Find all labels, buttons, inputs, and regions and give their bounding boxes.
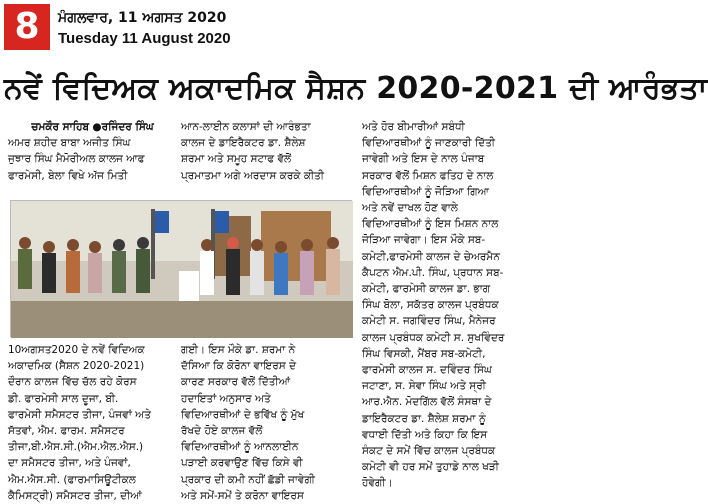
article-photo [10,200,352,337]
article-line: ਵਿਦਿਆਰਥੀਆਂ ਦੇ ਭਵਿੱਖ ਨੂੰ ਮੁੱਖ [181,408,305,421]
article-line: ਸਰਕਾਰ ਵੱਲੋਂ ਮਿਸ਼ਨ ਫਤਿਹ ਦੇ ਨਾਲ [362,169,494,182]
article-line: ਸਿੰਘ ਬੋਲਾ, ਸਕੱਤਰ ਕਾਲਜ ਪ੍ਰਬੰਧਕ [362,299,499,312]
article-line: ਕਮੇਟੀ ਸ. ਜਗਵਿੰਦਰ ਸਿੰਘ, ਮੈਨੇਜਰ [362,315,496,328]
article-line: ਫਾਰਮੇਸੀ, ਬੇਲਾ ਵਿਖੇ ਅੱਜ ਮਿਤੀ [8,169,128,182]
byline-place: ਚਮਕੌਰ ਸਾਹਿਬ [31,121,90,133]
article-line: ਸਿੰਘ ਵਿਸਕੀ, ਮੈਂਬਰ ਸਬ-ਕਮੇਟੀ, [362,347,486,360]
article-line: ਆਰ.ਐਨ. ਮੋਦਗਿੱਲ ਵੱਲੋਂ ਸੰਸਥਾ ਦੇ [362,396,492,409]
article-line: ਜਾਵੇਗੀ ਅਤੇ ਇਸ ਦੇ ਨਾਲ ਪੰਜਾਬ [362,153,485,166]
article-column-1-top [8,119,173,201]
article-line: ਸੰਕਟ ਦੇ ਸਮੇਂ ਵਿੱਚ ਕਾਲਜ ਪ੍ਰਬੰਧਕ [362,445,496,458]
article-line: ਦਾ ਸਮੈਸਟਰ ਤੀਜਾ, ਅਤੇ ਪੰਜਵਾਂ, [8,457,131,470]
article-line: ਫਾਰਮੇਸੀ ਕਾਲਜ ਸ. ਦਵਿੰਦਰ ਸਿੰਘ [362,364,492,377]
article-line: ਜੁਝਾਰ ਸਿੰਘ ਮੈਮੋਰੀਅਲ ਕਾਲਜ ਆਫ [8,153,145,166]
article-line: ਅਮਰ ਸ਼ਹੀਦ ਬਾਬਾ ਅਜੀਤ ਸਿੰਘ [8,137,131,150]
group-photo-image [11,201,353,338]
article-line: ਜੋੜਿਆ ਜਾਵੇਗਾ। ਇਸ ਮੌਕੇ ਸਬ- [362,234,486,247]
article-line: 10ਅਗਸਤ2020 ਦੇ ਨਵੇਂ ਵਿਦਿਅਕ [8,344,145,356]
article-line: ਕਾਰਣ ਸਰਕਾਰ ਵੱਲੋਂ ਦਿੱਤੀਆਂ [181,376,291,389]
article-line: ਪ੍ਰਮਾਤਮਾ ਅਗੇ ਅਰਦਾਸ ਕਰਕੇ ਕੀਤੀ [181,169,325,182]
article-line: ਕਾਲਜ ਦੇ ਡਾਇਰੈਕਟਰ ਡਾ. ਸ਼ੈਲੇਸ਼ [181,137,306,150]
article-line: ਗਈ। ਇਸ ਮੌਕੇ ਡਾ. ਸ਼ਰਮਾ ਨੇ [181,344,296,356]
byline-reporter: ਰਜਿੰਦਰ ਸਿੰਘ [101,121,154,133]
article-line: ਵਿਦਿਆਰਥੀਆਂ ਨੂੰ ਜਾਣਕਾਰੀ ਦਿੱਤੀ [362,137,496,150]
article-line: ਦੱਸਿਆ ਕਿ ਕੋਰੋਨਾ ਵਾਇਰਸ ਦੇ [181,360,297,373]
article-line: ਪੜਾਈ ਕਰਵਾਉਣ ਵਿੱਚ ਕਿਸੇ ਵੀ [181,457,303,470]
article-column-1-bottom [8,342,173,504]
date-punjabi: ਮੰਗਲਵਾਰ, 11 ਅਗਸਤ 2020 [58,10,227,26]
byline-bullet-icon: ● [92,121,102,133]
article-line: ਕਾਲਜ ਪ੍ਰਬੰਧਕ ਕਮੇਟੀ ਸ. ਸੁਖਵਿੰਦਰ [362,331,505,344]
article-line: ਕਮੇਟੀ,ਫਾਰਮੇਸੀ ਕਾਲਜ ਦੇ ਚੇਅਰਮੈਨ [362,250,500,263]
article-line: ਹੋਵੇਗੀ। [362,477,393,490]
article-line: ਕਮੇਟੀ ਵੀ ਹਰ ਸਮੇਂ ਤੁਹਾਡੇ ਨਾਲ ਖੜੀ [362,461,499,474]
article-column-3 [362,119,520,504]
article-line: ਫਾਰਮੇਸੀ ਸਮੈਸਟਰ ਤੀਜਾ, ਪੰਜਵਾਂ ਅਤੇ [8,408,151,421]
article-line: ਵਿਦਿਆਰਥੀਆਂ ਨੂੰ ਇਸ ਮਿਸ਼ਨ ਨਾਲ [362,218,499,231]
article-headline: ਨਵੇਂ ਵਿਦਿਅਕ ਅਕਾਦਮਿਕ ਸੈਸ਼ਨ 2020-2021 ਦੀ ਆਰੰਭਤਾ [4,71,708,106]
article-line: ਤੀਜਾ,ਬੀ.ਐਸ.ਸੀ.(ਐਮ.ਐਲ.ਐਸ.) [8,441,144,454]
article-line: ਹਦਾਇਤਾਂ ਅਨੁਸਾਰ ਅਤੇ [181,392,271,405]
article-line: ਰੱਖਦੇ ਹੋਏ ਕਾਲਜ ਵੱਲੋਂ [181,425,263,438]
article-line: ਅਤੇ ਸਮੇਂ-ਸਮੇਂ ਤੇ ਕਰੋਨਾ ਵਾਇਰਸ [181,489,304,502]
article-column-2-bottom [181,342,351,504]
article-line: ਕਮੇਟੀ, ਫਾਰਮੇਸੀ ਕਾਲਜ ਡਾ. ਭਾਗ [362,283,491,296]
article-line: ਐਮ.ਐਸ.ਸੀ. (ਫਾਰਮਾਸਿਊਟੀਕਲ [8,473,136,486]
article-line: ਡਾਇਰੈਕਟਰ ਡਾ. ਸ਼ੈਲੇਸ਼ ਸ਼ਰਮਾ ਨੂੰ [362,412,486,425]
article-line: ਵਧਾਈ ਦਿੱਤੀ ਅਤੇ ਕਿਹਾ ਕਿ ਇਸ [362,428,488,441]
article-line: ਵਿਦਿਆਰਥੀਆਂ ਨੂੰ ਜੋੜਿਆ ਗਿਆ [362,185,489,198]
article-line: ਕੈਮਿਸਟ੍ਰੀ) ਸਮੈਸਟਰ ਤੀਜਾ, ਦੀਆਂ [8,489,142,502]
article-line: ਸ਼ਰਮਾ ਅਤੇ ਸਮੂਹ ਸਟਾਫ ਵੱਲੋਂ [181,153,292,166]
article-line: ਡੀ. ਫਾਰਮੇਸੀ ਸਾਲ ਦੂਜਾ, ਬੀ. [8,392,119,405]
page-number-badge: 8 [4,4,50,50]
article-line: ਪ੍ਰਕਾਰ ਦੀ ਕਮੀ ਨਹੀਂ ਛੱਡੀ ਜਾਵੇਗੀ [181,473,315,486]
article-line: ਵਿਦਿਆਰਥੀਆਂ ਨੂੰ ਆਨਲਾਈਨ [181,441,299,454]
article-column-2-top [181,119,351,201]
article-line: ਦੌਰਾਨ ਕਾਲਜ ਵਿੱਚ ਚੱਲ ਰਹੇ ਕੋਰਸ [8,376,137,389]
article-line: ਅਤੇ ਨਵੇਂ ਦਾਖਲ ਹੋਣ ਵਾਲੇ [362,202,458,215]
article-line: ਅਕਾਦਮਿਕ (ਸੈਸ਼ਨ 2020-2021) [8,360,145,373]
article-line: ਸੱਤਵਾਂ, ਐਮ. ਫਾਰਮ. ਸਮੈਸਟਰ [8,425,125,438]
article-line: ਅਤੇ ਹੋਰ ਬੀਮਾਰੀਆਂ ਸਬੰਧੀ [362,121,465,133]
date-english: Tuesday 11 August 2020 [58,30,231,47]
article-line: ਆਨ-ਲਾਈਨ ਕਲਾਸਾਂ ਦੀ ਆਰੰਭਤਾ [181,121,311,133]
article-line: ਜਟਾਣਾ, ਸ. ਸੇਵਾ ਸਿੰਘ ਅਤੇ ਸ੍ਰੀ [362,380,486,393]
byline [8,119,173,135]
article-line: ਕੈਪਟਨ ਐਮ.ਪੀ. ਸਿੰਘ, ਪ੍ਰਧਾਨ ਸਬ- [362,266,504,279]
